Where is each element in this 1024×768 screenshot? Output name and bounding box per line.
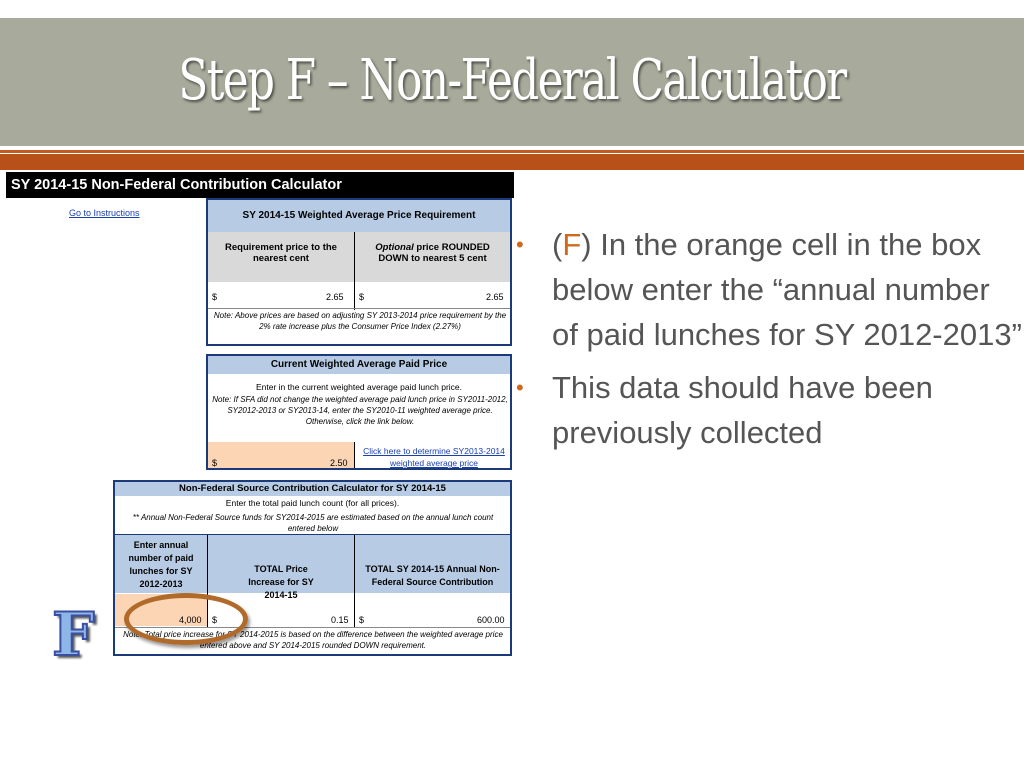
- orange-band: [0, 154, 1024, 170]
- nonfed-val1: 4,000: [179, 615, 202, 625]
- nonfed-cur2: $: [212, 615, 218, 625]
- nonfed-col3: TOTAL SY 2014-15 Annual Non-Federal Source Contribution: [355, 535, 510, 593]
- current-price-table: [206, 354, 512, 470]
- calculator-sheet: [0, 170, 516, 660]
- price-req-col2: Optional price ROUNDED DOWN to nearest 5 cent: [355, 232, 510, 282]
- bullet-item: • This data should have been previously collected: [514, 365, 1024, 455]
- nonfed-col1: Enter annual number of paid lunches for SY 2012-2013: [115, 535, 207, 593]
- nonfed-note: ** Annual Non-Federal Source funds for SY2014-2015 are estimated based on the annual lunch count entered below: [132, 513, 494, 533]
- current-note: Note: If SFA did not change the weighted average paid lunch price in SY2011-2012, SY2012-2013 or SY2013-14, enter the SY2010-11 weighted average price. Otherwise, click the link below.: [212, 395, 508, 426]
- sheet-header-text: SY 2014-15 Non-Federal Contribution Calculator: [11, 177, 342, 193]
- price-req-cur2: $: [359, 292, 365, 302]
- price-req-title: SY 2014-15 Weighted Average Price Requirement: [208, 200, 510, 232]
- go-to-instructions-link[interactable]: Go to Instructions: [69, 208, 140, 218]
- price-req-col1: Requirement price to the nearest cent: [208, 232, 354, 282]
- price-req-note: Note: Above prices are based on adjusting SY 2013-2014 price requirement by the 2% rate increase plus the Consumer Price Index (2.27%): [213, 311, 507, 331]
- nonfed-cur3: $: [359, 615, 365, 625]
- bullet-dot-icon: •: [516, 375, 524, 400]
- nonfed-footnote: Note: Total price increase for SY 2014-2015 is based on the difference between the weighted average price entered above and SY 2014-2015 rounded DOWN requirement.: [123, 630, 503, 650]
- divider-line: [0, 150, 1024, 153]
- slide-title: Step F – Non-Federal Calculator: [178, 48, 846, 113]
- current-instr: Enter in the current weighted average paid lunch price.: [255, 382, 462, 392]
- nonfed-instr: Enter the total paid lunch count (for all prices).: [225, 498, 400, 508]
- nonfed-col2: TOTAL Price Increase for SY 2014-15: [208, 535, 354, 593]
- current-cur: $: [212, 458, 218, 468]
- price-req-val2: 2.65: [486, 292, 504, 302]
- nonfed-val3: 600.00: [477, 615, 505, 625]
- sheet-header: [6, 172, 514, 198]
- highlight-circle: [124, 593, 248, 645]
- bullet-accent: F: [562, 227, 582, 262]
- current-title: Current Weighted Average Paid Price: [208, 356, 510, 374]
- price-req-val1: 2.65: [326, 292, 344, 302]
- nonfed-val2: 0.15: [331, 615, 349, 625]
- price-requirement-table: [206, 198, 512, 346]
- bullet-list: [514, 222, 1024, 463]
- step-f-marker: F: [52, 600, 95, 670]
- current-val: 2.50: [330, 458, 348, 468]
- price-req-cur1: $: [212, 292, 218, 302]
- bullet-item: • (F) In the orange cell in the box below enter the “annual number of paid lunches for SY 2012-2013”: [514, 222, 1024, 357]
- determine-price-link[interactable]: Click here to determine SY2013-2014 weighted average price: [363, 446, 505, 468]
- bullet-dot-icon: •: [516, 232, 524, 257]
- nonfed-title: Non-Federal Source Contribution Calculator for SY 2014-15: [115, 482, 510, 496]
